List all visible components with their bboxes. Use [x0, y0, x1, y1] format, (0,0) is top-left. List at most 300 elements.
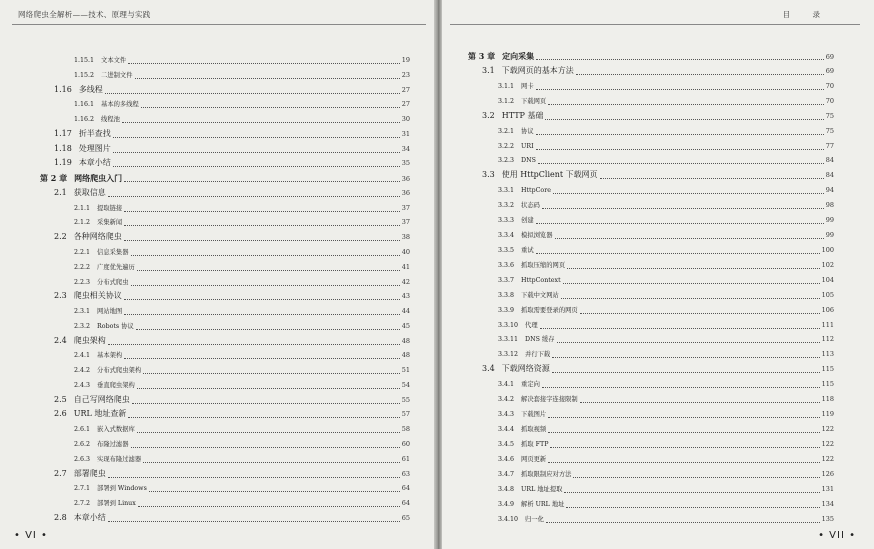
- section-title: 网页更新: [521, 455, 547, 463]
- page-number: 40: [401, 248, 410, 256]
- section-title: 解析 URL 地址: [521, 500, 565, 508]
- section-title: 定向采集: [502, 51, 535, 61]
- dot-leader: [124, 357, 400, 359]
- dot-leader: [149, 490, 400, 492]
- section-title: 抓取 FTP: [521, 440, 549, 448]
- section-title: 分布式爬虫架构: [97, 367, 142, 375]
- section-number: 3.4.10: [498, 515, 519, 523]
- section-number: 2.2.2: [74, 263, 91, 271]
- section-number: 1.16.1: [74, 101, 95, 109]
- page-folio: • VI •: [14, 530, 48, 541]
- section-number: 2.3: [54, 291, 67, 301]
- dot-leader: [563, 282, 820, 284]
- dot-leader: [108, 476, 400, 478]
- section-number: 3.3.6: [498, 261, 515, 269]
- page-number: 36: [401, 175, 410, 184]
- dot-leader: [113, 165, 400, 167]
- toc-entry: [74, 112, 410, 126]
- page-number: 70: [825, 81, 834, 90]
- toc-entry: [74, 201, 410, 215]
- section-title: HttpCore: [521, 187, 551, 195]
- dot-leader: [545, 118, 823, 120]
- dot-leader: [136, 328, 400, 330]
- page-number: 70: [825, 96, 834, 105]
- section-title: Robots 协议: [97, 322, 134, 330]
- page-number: 37: [401, 218, 410, 227]
- dot-leader: [557, 341, 820, 343]
- page-folio: • VII •: [818, 530, 856, 541]
- section-number: 2.2.1: [74, 249, 91, 256]
- page-number: 111: [821, 320, 834, 329]
- dot-leader: [580, 312, 820, 314]
- page-number: 27: [401, 100, 410, 109]
- section-title: HttpContext: [521, 276, 561, 284]
- toc-entry: [54, 511, 410, 525]
- page-number: 65: [401, 513, 410, 522]
- section-title: 分布式爬虫: [97, 278, 129, 286]
- page-number: 134: [821, 499, 834, 508]
- page-number: 94: [825, 186, 834, 195]
- page-number: 64: [401, 484, 410, 493]
- page-number: 84: [825, 171, 834, 180]
- page-number: 35: [401, 159, 410, 168]
- page-number: 42: [401, 277, 410, 286]
- toc-entry: [74, 422, 410, 436]
- toc-entry: [54, 334, 410, 348]
- toc-entry: [498, 198, 834, 212]
- section-number: 2.1.1: [74, 204, 91, 212]
- section-number: 3.4: [482, 364, 495, 374]
- section-number: 3.2.2: [498, 142, 515, 150]
- section-title: 信息采集器: [97, 249, 129, 256]
- section-number: 3.3.10: [498, 321, 519, 329]
- dot-leader: [546, 521, 820, 523]
- page-number: 23: [401, 70, 410, 79]
- section-title: URL 地址查新: [73, 409, 127, 419]
- toc-list-right: [442, 0, 874, 549]
- page-number: 122: [821, 439, 834, 448]
- section-title: 网卡: [521, 82, 534, 90]
- section-number: 2.3.2: [74, 322, 91, 330]
- toc-entry: [74, 481, 410, 495]
- dot-leader: [536, 252, 820, 254]
- dot-leader: [567, 267, 819, 269]
- toc-entry: [498, 482, 834, 496]
- section-number: 2.3.1: [74, 308, 91, 316]
- toc-entry: [74, 97, 410, 111]
- toc-entry: [74, 68, 410, 82]
- toc-entry: [74, 53, 410, 67]
- dot-leader: [122, 121, 400, 123]
- toc-entry: [54, 407, 410, 421]
- page-number: 113: [821, 350, 834, 359]
- section-title: URI: [521, 142, 534, 150]
- page-number: 105: [821, 290, 834, 299]
- section-title: 代理: [525, 321, 538, 329]
- dot-leader: [135, 77, 400, 79]
- section-number: 2.4.3: [74, 381, 91, 389]
- section-title: 爬虫相关协议: [73, 291, 122, 301]
- section-title: 解决套接字连接限制: [521, 396, 578, 404]
- toc-entry: [498, 288, 834, 302]
- section-number: 2.7.1: [74, 485, 91, 493]
- section-number: 3.4.3: [498, 411, 515, 419]
- section-title: URL 地址提取: [521, 485, 563, 493]
- section-number: 2.5: [54, 394, 67, 404]
- page-number: 118: [821, 395, 834, 404]
- section-title: 协议: [521, 127, 534, 135]
- section-title: 归一化: [525, 515, 544, 523]
- page-number: 30: [401, 115, 410, 124]
- toc-entry: [498, 407, 834, 421]
- page-number: 69: [825, 53, 834, 61]
- dot-leader: [536, 222, 824, 224]
- section-title: 重定向: [521, 381, 540, 389]
- toc-entry: [482, 168, 834, 182]
- section-title: 提取链接: [97, 204, 123, 212]
- page-number: 48: [401, 336, 410, 345]
- dot-leader: [131, 446, 400, 448]
- toc-entry: [498, 243, 834, 257]
- dot-leader: [137, 431, 400, 433]
- page-number: 37: [401, 203, 410, 212]
- section-number: 2.6.3: [74, 455, 91, 463]
- section-number: 3.3.1: [498, 187, 515, 195]
- page-number: 104: [821, 275, 834, 284]
- right-page: [442, 0, 874, 549]
- page-number: 41: [401, 262, 410, 271]
- page-number: 27: [401, 85, 410, 94]
- toc-entry: [74, 260, 410, 274]
- dot-leader: [561, 297, 820, 299]
- page-number: 63: [401, 469, 410, 478]
- section-title: 自己写网络爬虫: [73, 394, 130, 404]
- dot-leader: [564, 491, 819, 493]
- toc-entry: [482, 64, 834, 78]
- toc-entry: [74, 275, 410, 289]
- toc-entry: [498, 139, 834, 153]
- section-number: 2.8: [54, 512, 67, 522]
- dot-leader: [141, 106, 400, 108]
- dot-leader: [131, 254, 400, 256]
- toc-entry: [54, 83, 410, 97]
- page-number: 64: [401, 499, 410, 508]
- section-number: 2.6.1: [74, 426, 91, 434]
- toc-entry: [498, 213, 834, 227]
- toc-entry: [74, 348, 410, 362]
- toc-entry: [498, 392, 834, 406]
- section-title: 处理图片: [78, 143, 111, 153]
- section-number: 3.4.8: [498, 485, 515, 493]
- dot-leader: [124, 180, 400, 182]
- section-title: 基本架构: [97, 352, 123, 360]
- running-head: 网络爬虫全解析——技术、原理与实践: [18, 10, 151, 19]
- section-number: 3.1.1: [498, 82, 515, 90]
- section-title: 文本文件: [101, 57, 127, 64]
- toc-entry: [482, 362, 834, 376]
- section-number: 3.4.1: [498, 381, 515, 389]
- toc-entry: [74, 496, 410, 510]
- section-title: 下载网页的基本方法: [501, 65, 574, 75]
- dot-leader: [538, 162, 824, 164]
- section-title: 采集新闻: [97, 219, 123, 227]
- toc-entry: [74, 215, 410, 229]
- section-number: 2.2.3: [74, 278, 91, 286]
- toc-entry: [74, 452, 410, 466]
- section-number: 3.3.3: [498, 217, 515, 225]
- toc-entry: [498, 153, 834, 167]
- dot-leader: [108, 195, 400, 197]
- section-title: 广度优先遍历: [97, 263, 135, 271]
- page-number: 38: [401, 233, 410, 242]
- section-title: 网络爬虫入门: [74, 173, 123, 184]
- page-number: 84: [825, 156, 834, 165]
- dot-leader: [128, 416, 399, 418]
- page-number: 102: [821, 260, 834, 269]
- toc-entry: [54, 142, 410, 156]
- section-title: 本章小结: [73, 512, 106, 522]
- dot-leader: [552, 371, 820, 373]
- section-number: 3.4.7: [498, 470, 515, 478]
- toc-entry: [74, 245, 410, 259]
- section-number: 1.19: [54, 158, 72, 168]
- dot-leader: [542, 207, 824, 209]
- toc-entry: [74, 304, 410, 318]
- section-title: 网站地图: [97, 308, 123, 316]
- section-number: 2.6.2: [74, 441, 91, 449]
- dot-leader: [143, 372, 400, 374]
- section-title: 实现布隆过滤器: [97, 455, 142, 463]
- page-number: 75: [825, 111, 834, 120]
- section-number: 3.3.11: [498, 336, 519, 344]
- section-title: 下载网页: [521, 97, 547, 105]
- toc-entry: [498, 452, 834, 466]
- page-number: 119: [821, 410, 834, 419]
- section-number: 1.17: [54, 128, 72, 138]
- section-number: 2.1.2: [74, 219, 91, 227]
- page-number: 98: [825, 201, 834, 210]
- page-number: 100: [821, 245, 834, 254]
- section-title: 使用 HttpClient 下载网页: [501, 170, 598, 180]
- dot-leader: [548, 431, 819, 433]
- section-title: 抓取压缩的网页: [521, 261, 566, 269]
- dot-leader: [548, 103, 824, 105]
- toc-entry: [74, 378, 410, 392]
- section-number: 3.4.9: [498, 500, 515, 508]
- page-number: 135: [821, 514, 834, 523]
- section-number: 3.3.2: [498, 202, 515, 210]
- toc-entry: [498, 228, 834, 242]
- section-number: 2.2: [54, 232, 67, 242]
- toc-entry: [498, 422, 834, 436]
- section-title: 二进制文件: [101, 71, 133, 79]
- page-number: 45: [401, 321, 410, 330]
- section-title: 部署到 Linux: [97, 500, 136, 508]
- toc-entry: [498, 512, 834, 526]
- dot-leader: [550, 446, 819, 448]
- toc-entry: [498, 377, 834, 391]
- book-gutter: [434, 0, 442, 549]
- dot-leader: [555, 237, 824, 239]
- dot-leader: [108, 520, 400, 522]
- dot-leader: [576, 73, 824, 75]
- toc-entry: [498, 183, 834, 197]
- page-number: 36: [401, 188, 410, 197]
- toc-entry: [54, 467, 410, 481]
- toc-entry: [54, 127, 410, 141]
- dot-leader: [124, 313, 400, 315]
- section-number: 3.3.9: [498, 306, 515, 314]
- toc-entry: [54, 393, 410, 407]
- toc-entry: [498, 347, 834, 361]
- section-title: 状态码: [521, 202, 540, 210]
- page-number: 69: [825, 66, 834, 75]
- section-number: 3.2.1: [498, 127, 515, 135]
- toc-entry: [498, 318, 834, 332]
- page-number: 54: [401, 380, 410, 389]
- page-number: 34: [401, 144, 410, 153]
- page-number: 58: [401, 425, 410, 434]
- page-number: 131: [821, 484, 834, 493]
- section-title: 下载网络资源: [501, 364, 550, 374]
- section-number: 3.1: [482, 65, 495, 75]
- toc-entry: [498, 258, 834, 272]
- dot-leader: [124, 298, 400, 300]
- section-title: 线程池: [101, 116, 120, 124]
- section-number: 2.6: [54, 409, 67, 419]
- section-title: 部署到 Windows: [97, 485, 147, 493]
- dot-leader: [536, 148, 824, 150]
- section-title: 抓取限制应对方法: [521, 470, 572, 478]
- section-number: 第 2 章: [40, 173, 68, 184]
- section-number: 3.1.2: [498, 97, 515, 105]
- toc-chapter-entry: [40, 171, 410, 185]
- section-title: 爬虫架构: [73, 335, 106, 345]
- page-number: 112: [821, 335, 834, 344]
- section-number: 3.4.2: [498, 396, 515, 404]
- section-title: 各种网络爬虫: [73, 232, 122, 242]
- section-title: 部署爬虫: [73, 468, 106, 478]
- toc-entry: [54, 156, 410, 170]
- page-number: 61: [401, 454, 410, 463]
- section-title: 基本的多线程: [101, 101, 139, 109]
- toc-entry: [498, 467, 834, 481]
- section-number: 2.7.2: [74, 500, 91, 508]
- left-page: [0, 0, 434, 549]
- dot-leader: [548, 461, 819, 463]
- page-number: 31: [401, 129, 410, 138]
- section-title: 布隆过滤器: [97, 441, 129, 449]
- toc-entry: [498, 497, 834, 511]
- section-number: 3.3.12: [498, 351, 519, 359]
- section-number: 第 3 章: [468, 51, 496, 61]
- dot-leader: [536, 133, 824, 135]
- running-head: 目 录: [782, 10, 830, 19]
- section-number: 2.4.1: [74, 352, 91, 360]
- section-number: 3.3.5: [498, 246, 515, 254]
- section-number: 3.3.7: [498, 276, 515, 284]
- page-number: 115: [821, 365, 834, 374]
- toc-entry: [498, 124, 834, 138]
- section-number: 1.15.1: [74, 57, 95, 64]
- section-number: 3.4.6: [498, 455, 515, 463]
- section-title: 获取信息: [73, 187, 106, 197]
- dot-leader: [580, 401, 820, 403]
- dot-leader: [137, 269, 400, 271]
- page-number: 122: [821, 425, 834, 433]
- dot-leader: [566, 506, 819, 508]
- section-title: 抓取需要登录的网页: [521, 306, 578, 314]
- page-number: 55: [401, 395, 410, 404]
- section-title: 折半查找: [78, 128, 111, 138]
- dot-leader: [108, 343, 400, 345]
- section-title: DNS: [521, 157, 536, 165]
- dot-leader: [552, 356, 819, 358]
- section-title: 抓取视频: [521, 426, 547, 433]
- dot-leader: [124, 224, 400, 226]
- toc-list-left: [0, 0, 434, 549]
- section-title: 多线程: [78, 84, 103, 94]
- toc-entry: [498, 437, 834, 451]
- toc-entry: [54, 186, 410, 200]
- section-number: 1.16: [54, 84, 72, 94]
- page-number: 43: [401, 292, 410, 301]
- section-title: DNS 缓存: [525, 336, 555, 344]
- page-number: 57: [401, 410, 410, 419]
- section-title: 并行下载: [525, 351, 551, 359]
- dot-leader: [536, 58, 824, 60]
- page-number: 19: [401, 56, 410, 64]
- toc-entry: [482, 109, 834, 123]
- toc-chapter-entry: [468, 49, 834, 63]
- section-title: 本章小结: [78, 158, 111, 168]
- toc-entry: [74, 363, 410, 377]
- section-number: 2.4.2: [74, 367, 91, 375]
- toc-entry: [498, 303, 834, 317]
- section-number: 3.4.5: [498, 440, 515, 448]
- section-number: 2.1: [54, 187, 67, 197]
- page-number: 126: [821, 469, 834, 478]
- section-title: 嵌入式数据库: [97, 426, 135, 434]
- section-number: 3.4.4: [498, 426, 515, 433]
- dot-leader: [548, 416, 819, 418]
- section-number: 2.4: [54, 335, 67, 345]
- page-number: 75: [825, 126, 834, 135]
- toc-entry: [498, 332, 834, 346]
- dot-leader: [600, 177, 824, 179]
- dot-leader: [573, 476, 819, 478]
- dot-leader: [113, 151, 400, 153]
- toc-entry: [498, 79, 834, 93]
- dot-leader: [128, 62, 400, 64]
- section-title: 创建: [521, 217, 534, 225]
- toc-entry: [498, 273, 834, 287]
- section-number: 3.2: [482, 110, 495, 120]
- dot-leader: [124, 210, 400, 212]
- section-number: 2.7: [54, 468, 67, 478]
- page-number: 122: [821, 454, 834, 463]
- page-number: 99: [825, 216, 834, 225]
- section-title: 下载中文网站: [521, 291, 559, 299]
- dot-leader: [131, 284, 400, 286]
- section-number: 3.3: [482, 170, 495, 180]
- section-title: 垂直爬虫架构: [97, 381, 135, 389]
- dot-leader: [536, 88, 824, 90]
- dot-leader: [540, 327, 820, 329]
- toc-entry: [74, 437, 410, 451]
- section-number: 3.3.4: [498, 232, 515, 240]
- page-number: 48: [401, 351, 410, 360]
